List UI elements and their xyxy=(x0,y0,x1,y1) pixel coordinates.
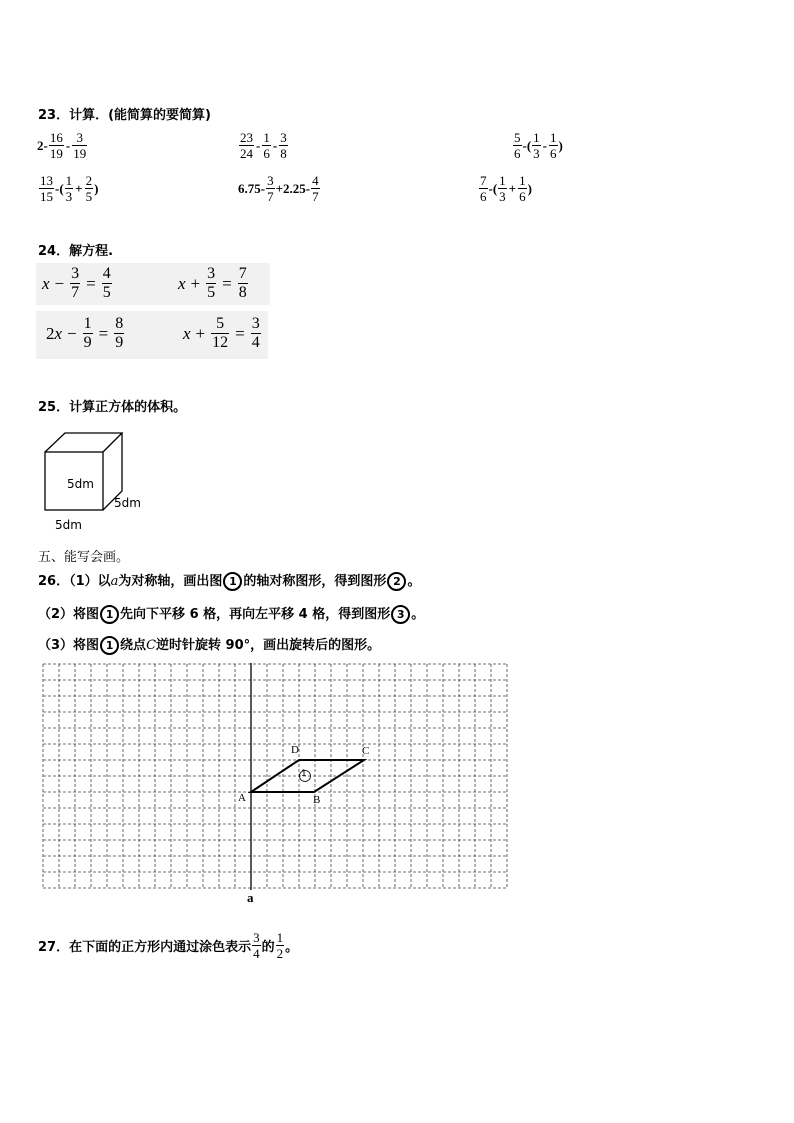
axis-a-label: a xyxy=(247,890,254,905)
q27-text: 27．在下面的正方形内通过涂色表示 $\frac{3}{4}$ 的 $\frac{1}{2}$ 。 xyxy=(38,930,299,961)
fraction: $\frac{3}{5}$ xyxy=(207,265,216,301)
equation-3: 2 x − $\frac{1}{9}$ = $\frac{8}{9}$ xyxy=(46,315,124,351)
fraction: $\frac{3}{7}$ xyxy=(71,265,80,301)
fraction: $\frac{8}{9}$ xyxy=(115,315,124,351)
q23-expr-1: 2- $\frac{16}{19}$ - $\frac{3}{19}$ xyxy=(37,130,87,161)
point-c-label: C xyxy=(362,745,370,757)
fraction: $\frac{1}{3}$ xyxy=(499,173,506,204)
shape-label: 1 xyxy=(301,769,307,779)
point-d-label: D xyxy=(291,744,299,756)
q26-part-2: （2）将图 1 先向下平移 6 格，再向左平移 4 格，得到图形 3 。 xyxy=(38,607,425,622)
point-a-label: A xyxy=(238,792,246,804)
fraction: $\frac{1}{3}$ xyxy=(533,130,540,161)
q26-part-1: 26．（1）以a为对称轴，画出图 1 的轴对称图形，得到图形 2 。 xyxy=(38,574,421,589)
fraction: $\frac{16}{19}$ xyxy=(49,130,63,161)
section-5-title: 五、能写会画。 xyxy=(38,550,130,565)
cube-front-label: 5dm xyxy=(67,477,94,491)
q23-expr-6: $\frac{7}{6}$ -( $\frac{1}{3}$ + $\frac{1}{6}$ ) xyxy=(480,173,532,204)
q23-expr-4: $\frac{13}{15}$ -( $\frac{1}{3}$ + $\frac{2}{5}$ ) xyxy=(40,173,99,204)
fraction: $\frac{13}{15}$ xyxy=(40,173,53,204)
equation-2: x + $\frac{3}{5}$ = $\frac{7}{8}$ xyxy=(178,265,247,301)
q23-expr-2: $\frac{23}{24}$ - $\frac{1}{6}$ - $\frac{3}{8}$ xyxy=(240,130,287,161)
fraction: $\frac{5}{6}$ xyxy=(514,130,521,161)
circled-number-1: 1 xyxy=(100,605,119,624)
fraction: $\frac{4}{7}$ xyxy=(312,173,319,204)
fraction: $\frac{7}{8}$ xyxy=(238,265,247,301)
point-b-label: B xyxy=(313,794,321,806)
fraction: $\frac{5}{12}$ xyxy=(212,315,229,351)
fraction: $\frac{3}{19}$ xyxy=(73,130,87,161)
fraction: $\frac{3}{4}$ xyxy=(253,930,260,961)
fraction: $\frac{23}{24}$ xyxy=(240,130,253,161)
circled-number-3: 3 xyxy=(391,605,410,624)
fraction: $\frac{1}{6}$ xyxy=(519,173,526,204)
fraction: $\frac{1}{2}$ xyxy=(276,930,284,961)
fraction: $\frac{1}{6}$ xyxy=(263,130,270,161)
fraction: $\frac{1}{9}$ xyxy=(83,315,92,351)
fraction: $\frac{3}{7}$ xyxy=(267,173,274,204)
circled-number-2: 2 xyxy=(387,572,406,591)
fraction: $\frac{3}{8}$ xyxy=(280,130,287,161)
cube-side-label: 5dm xyxy=(114,496,141,510)
q25-title: 25．计算正方体的体积。 xyxy=(38,400,187,415)
fraction: $\frac{4}{5}$ xyxy=(102,265,111,301)
q24-title: 24．解方程. xyxy=(38,244,114,259)
q26-part-3: （3）将图 1 绕点C逆时针旋转 90°，画出旋转后的图形。 xyxy=(38,638,381,653)
equation-4: x + $\frac{5}{12}$ = $\frac{3}{4}$ xyxy=(183,315,260,351)
circled-number-1: 1 xyxy=(223,572,242,591)
fraction: $\frac{7}{6}$ xyxy=(480,173,487,204)
circled-number-1: 1 xyxy=(100,636,119,655)
q23-expr-5: 6.75- $\frac{3}{7}$ +2.25- $\frac{4}{7}$ xyxy=(238,173,319,204)
fraction: $\frac{3}{4}$ xyxy=(251,315,260,351)
fraction: $\frac{1}{6}$ xyxy=(550,130,557,161)
q23-expr-3: $\frac{5}{6}$ -( $\frac{1}{3}$ - $\frac{1}{6}$ ) xyxy=(514,130,563,161)
fraction: $\frac{2}{5}$ xyxy=(85,173,93,204)
q23-title: 23．计算．(能简算的要简算) xyxy=(38,108,211,123)
equation-1: x − $\frac{3}{7}$ = $\frac{4}{5}$ xyxy=(42,265,111,301)
cube-bottom-label: 5dm xyxy=(55,518,82,532)
fraction: $\frac{1}{3}$ xyxy=(65,173,73,204)
